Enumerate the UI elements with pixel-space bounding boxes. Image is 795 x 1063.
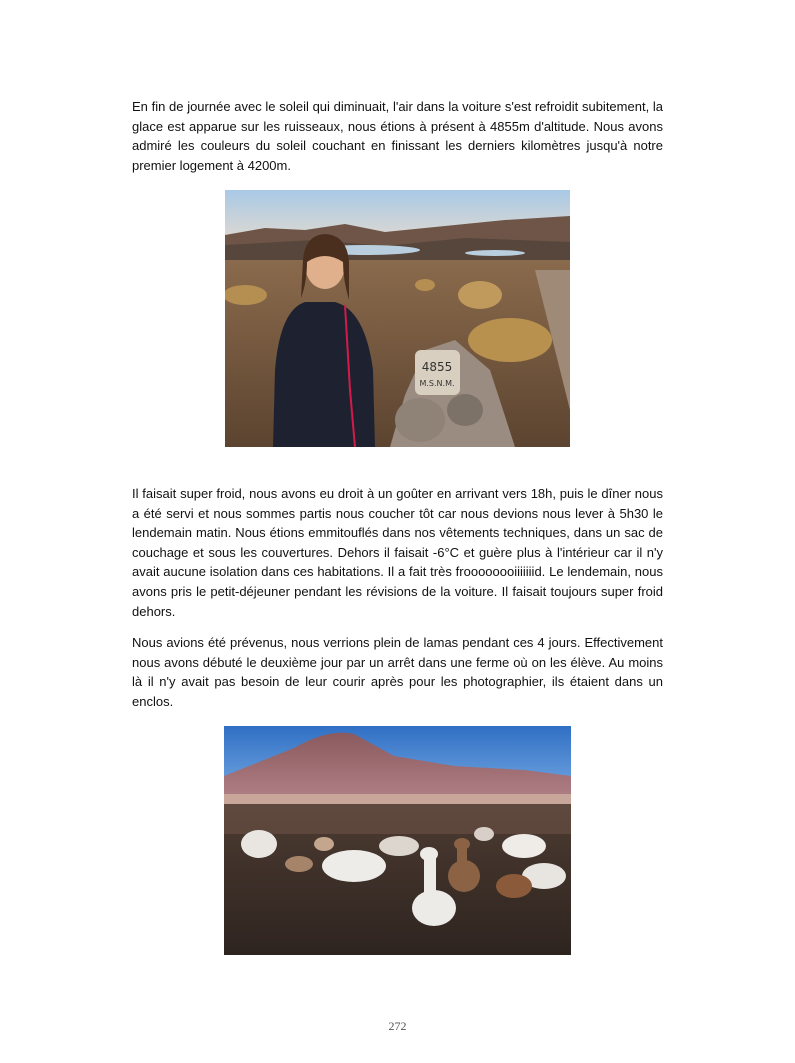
altitude-marker-subtext: M.S.N.M. xyxy=(419,379,455,388)
photo-llama-herd xyxy=(224,726,571,955)
altitude-marker-text: 4855 xyxy=(421,360,453,374)
paragraph-llamas: Nous avions été prévenus, nous verrions plein de lamas pendant ces 4 jours. Effectivement nous avons débuté le deuxième jour par un arrêt dans une ferme où on les élève. Au moins là il n'y avait pas besoin de leur courir après pour les photographier, ils étaient dans un enclos. xyxy=(132,635,663,709)
photo-girl-altitude-marker xyxy=(225,190,570,447)
paragraph-cold-night: Il faisait super froid, nous avons eu droit à un goûter en arrivant vers 18h, puis le dîner nous a été servi et nous sommes partis nous coucher tôt car nous devions nous lever à 5h30 le lendemain matin. Nous étions emmitouflés dans nos vêtements techniques, dans un sac de couchage et sous les couvertures. Dehors il faisait -6°C et guère plus à l'intérieur car il n'y avait aucune isolation dans ces habitations. Il a fait très froooooooiiiiiiid. Le lendemain, nous avons pris le petit-déjeuner pendant les révisions de la voiture. Il faisait toujours super froid dehors. xyxy=(132,486,663,619)
paragraph-sunset: En fin de journée avec le soleil qui diminuait, l'air dans la voiture s'est refroidit subitement, la glace est apparue sur les ruisseaux, nous étions à présent à 4855m d'altitude. Nous avons admiré les couleurs du soleil couchant en finissant les derniers kilomètres jusqu'à notre premier logement à 4200m. xyxy=(132,99,663,173)
page-number: 272 xyxy=(388,1019,407,1033)
